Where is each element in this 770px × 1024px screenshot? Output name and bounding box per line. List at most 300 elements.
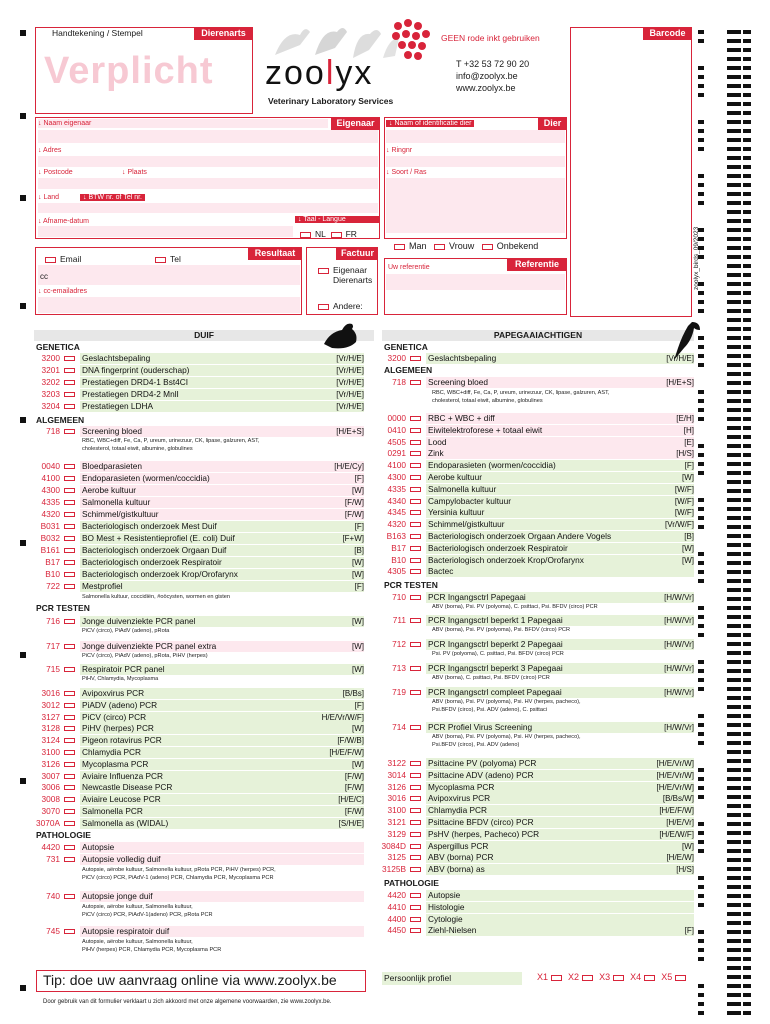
barcode-bar — [743, 795, 751, 799]
test-name: Schimmel/gistkultuur — [82, 509, 159, 519]
barcode-bar — [743, 741, 751, 745]
test-checkbox[interactable] — [64, 560, 75, 565]
test-row[interactable] — [34, 426, 364, 437]
test-checkbox[interactable] — [64, 644, 75, 649]
barcode-bar — [727, 912, 741, 916]
test-row[interactable] — [34, 365, 364, 376]
test-checkbox[interactable] — [410, 867, 421, 872]
logo-dots-icon — [390, 18, 434, 62]
barcode-bar — [743, 363, 751, 367]
test-row[interactable] — [34, 616, 364, 627]
barcode-bar — [727, 183, 741, 187]
barcode-bar — [727, 192, 741, 196]
test-row[interactable] — [34, 712, 364, 723]
barcode-bar — [743, 615, 751, 619]
barcode-bar — [727, 705, 741, 709]
barcode-bar — [743, 507, 751, 511]
test-row[interactable] — [34, 569, 364, 580]
test-code: 740 — [46, 891, 60, 901]
eigenaar-checkbox[interactable] — [318, 268, 329, 274]
test-checkbox[interactable] — [64, 356, 75, 361]
test-checkbox[interactable] — [64, 894, 75, 899]
test-checkbox[interactable] — [410, 820, 421, 825]
sample-type: [B/Bs] — [342, 689, 364, 698]
tel-checkbox[interactable] — [155, 257, 166, 263]
test-code: 3008 — [41, 794, 60, 805]
test-row[interactable] — [34, 735, 364, 746]
test-row[interactable] — [34, 533, 364, 544]
test-checkbox[interactable] — [410, 928, 421, 933]
barcode-bar — [698, 408, 704, 412]
barcode-bar — [743, 354, 751, 358]
sample-type: [H/E/Vr/W] — [656, 770, 694, 780]
test-row[interactable] — [34, 557, 364, 568]
man-checkbox[interactable] — [394, 244, 405, 250]
test-row[interactable] — [380, 864, 694, 875]
test-checkbox[interactable] — [410, 569, 421, 574]
test-row[interactable] — [380, 902, 694, 913]
section-heading: GENETICA — [384, 342, 428, 352]
cc-label: cc — [40, 272, 48, 281]
barcode-bar — [727, 723, 741, 727]
sample-type: [F] — [354, 474, 364, 483]
test-checkbox[interactable] — [64, 929, 75, 934]
test-checkbox[interactable] — [410, 796, 421, 801]
test-code: 3070 — [41, 806, 60, 816]
test-name: Salmonella as (WIDAL) — [82, 817, 169, 828]
test-row[interactable] — [380, 639, 694, 650]
barcode-bar — [727, 228, 741, 232]
barcode-bar — [727, 129, 741, 133]
test-row[interactable] — [380, 484, 694, 495]
barcode-bar — [727, 885, 741, 889]
barcode-bar — [727, 579, 741, 583]
test-row[interactable] — [34, 581, 364, 592]
barcode-bar — [743, 84, 751, 88]
barcode-bar — [743, 840, 751, 844]
reg-mark — [20, 540, 26, 546]
test-checkbox[interactable] — [64, 715, 75, 720]
test-name: PCR Ingangsctrl beperkt 2 Papegaai — [428, 639, 563, 649]
test-checkbox[interactable] — [410, 475, 421, 480]
barcode-bar — [743, 282, 751, 286]
test-checkbox[interactable] — [64, 619, 75, 624]
test-row[interactable] — [380, 925, 694, 936]
invoice-tag: Factuur — [336, 247, 378, 260]
test-code: 4320 — [41, 509, 60, 519]
test-checkbox[interactable] — [410, 440, 421, 445]
barcode-bar — [698, 876, 704, 880]
barcode-bar — [698, 615, 704, 619]
barcode-bar — [727, 489, 741, 493]
test-row[interactable] — [34, 664, 364, 675]
website[interactable]: www.zoolyx.be — [456, 83, 516, 93]
section-heading: PCR TESTEN — [384, 580, 438, 590]
test-checkbox[interactable] — [64, 536, 75, 541]
barcode-bar — [743, 246, 751, 250]
test-row[interactable] — [380, 758, 694, 769]
test-row[interactable] — [34, 353, 364, 364]
test-checkbox[interactable] — [64, 750, 75, 755]
test-code: B161 — [40, 545, 60, 555]
barcode-bar — [698, 444, 704, 448]
test-checkbox[interactable] — [410, 356, 421, 361]
test-checkbox[interactable] — [64, 774, 75, 779]
test-row[interactable] — [380, 914, 694, 925]
barcode-bar — [698, 777, 704, 781]
reference-field[interactable] — [386, 274, 565, 290]
test-row[interactable] — [34, 521, 364, 532]
barcode-bar — [743, 408, 751, 412]
test-row[interactable] — [34, 842, 364, 853]
onbekend-checkbox[interactable] — [482, 244, 493, 250]
barcode-bar — [727, 147, 741, 151]
x2-checkbox[interactable] — [582, 975, 593, 981]
test-checkbox[interactable] — [64, 738, 75, 743]
test-checkbox[interactable] — [410, 808, 421, 813]
test-row[interactable] — [34, 389, 364, 400]
test-code: 0000 — [387, 413, 406, 423]
email[interactable]: info@zoolyx.be — [456, 71, 518, 81]
email-checkbox[interactable] — [45, 257, 56, 263]
test-row[interactable] — [34, 509, 364, 520]
country-vat-field[interactable] — [38, 203, 378, 213]
reg-mark — [20, 113, 26, 119]
test-row[interactable] — [34, 723, 364, 734]
test-row[interactable] — [380, 770, 694, 781]
vat-label: ↓ BTW nr. of Tel nr. — [80, 194, 145, 201]
test-checkbox[interactable] — [64, 429, 75, 434]
test-checkbox[interactable] — [64, 488, 75, 493]
test-row[interactable] — [34, 377, 364, 388]
barcode-bar — [743, 1011, 751, 1015]
test-checkbox[interactable] — [410, 428, 421, 433]
test-name: Avipoxvirus PCR — [428, 793, 491, 804]
test-code: B17 — [45, 557, 60, 567]
test-checkbox[interactable] — [64, 785, 75, 790]
test-checkbox[interactable] — [410, 534, 421, 539]
x5-checkbox[interactable] — [675, 975, 686, 981]
ring-field[interactable] — [386, 156, 565, 167]
test-row[interactable] — [380, 460, 694, 471]
test-row[interactable] — [34, 759, 364, 770]
test-name: Zink — [428, 448, 444, 459]
barcode-bar — [743, 318, 751, 322]
cc-email-field[interactable] — [38, 297, 300, 313]
reference-tag: Referentie — [507, 258, 567, 271]
test-detail: Psi. PV (polyoma), C. psittaci, Psi. BFDV (circo) PCR — [432, 651, 564, 657]
test-checkbox[interactable] — [64, 572, 75, 577]
test-row[interactable] — [380, 543, 694, 554]
test-row[interactable] — [380, 519, 694, 530]
test-checkbox[interactable] — [410, 416, 421, 421]
test-name: Ziehl-Nielsen — [428, 925, 477, 936]
test-row[interactable] — [34, 854, 364, 865]
test-name: Screening bloed — [82, 426, 142, 436]
x1-label: X1 — [537, 972, 549, 982]
test-checkbox[interactable] — [410, 487, 421, 492]
barcode-box[interactable] — [570, 27, 692, 317]
zoolyx-logo: zoolyx — [265, 54, 374, 92]
test-checkbox[interactable] — [410, 642, 421, 647]
test-checkbox[interactable] — [64, 857, 75, 862]
test-row[interactable] — [34, 641, 364, 652]
barcode-bar — [698, 885, 704, 889]
result-contact-field[interactable] — [38, 265, 300, 285]
test-row[interactable] — [34, 891, 364, 902]
test-row[interactable] — [34, 818, 364, 829]
test-checkbox[interactable] — [64, 476, 75, 481]
fr-checkbox[interactable] — [331, 232, 342, 238]
barcode-bar — [727, 471, 741, 475]
test-checkbox[interactable] — [410, 905, 421, 910]
test-checkbox[interactable] — [64, 703, 75, 708]
sample-type: [F] — [354, 522, 364, 531]
test-row[interactable] — [380, 496, 694, 507]
watermark: Verplicht — [44, 50, 214, 92]
test-code: 3204 — [41, 401, 60, 411]
barcode-bar — [727, 759, 741, 763]
test-checkbox[interactable] — [64, 548, 75, 553]
barcode-bar — [743, 669, 751, 673]
barcode-bar — [727, 975, 741, 979]
test-checkbox[interactable] — [410, 522, 421, 527]
test-row[interactable] — [34, 401, 364, 412]
test-checkbox[interactable] — [64, 667, 75, 672]
test-row[interactable] — [380, 615, 694, 626]
barcode-bar — [743, 687, 751, 691]
x3-checkbox[interactable] — [613, 975, 624, 981]
test-row[interactable] — [380, 805, 694, 816]
barcode-bar — [727, 588, 741, 592]
test-checkbox[interactable] — [410, 917, 421, 922]
test-detail: ABV (borna), Psi. PV (polyoma), C. psittaci, Psi. BFDV (circo) PCR — [432, 604, 598, 610]
test-row[interactable] — [34, 700, 364, 711]
test-checkbox[interactable] — [64, 797, 75, 802]
barcode-bar — [727, 606, 741, 610]
sample-type: [F] — [354, 582, 364, 591]
test-row[interactable] — [380, 592, 694, 603]
test-checkbox[interactable] — [64, 512, 75, 517]
barcode-bar — [743, 444, 751, 448]
test-row[interactable] — [34, 545, 364, 556]
legal-note: Door gebruik van dit formulier verklaart u zich akkoord met onze algemene voorwaarden, zie www.zoolyx.be. — [43, 999, 332, 1005]
test-checkbox[interactable] — [410, 832, 421, 837]
test-checkbox[interactable] — [64, 380, 75, 385]
barcode-bar — [743, 381, 751, 385]
reg-mark — [20, 195, 26, 201]
barcode-bar — [743, 111, 751, 115]
test-code: 3125 — [387, 852, 406, 863]
nl-checkbox[interactable] — [300, 232, 311, 238]
test-row[interactable] — [34, 485, 364, 496]
test-checkbox[interactable] — [64, 524, 75, 529]
test-row[interactable] — [380, 782, 694, 793]
test-checkbox[interactable] — [64, 392, 75, 397]
test-checkbox[interactable] — [410, 855, 421, 860]
test-checkbox[interactable] — [410, 773, 421, 778]
barcode-bar — [727, 786, 741, 790]
barcode-bar — [698, 741, 704, 745]
tip-text[interactable]: Tip: doe uw aanvraag online via www.zoolyx.be — [43, 972, 337, 988]
owner-name-field[interactable] — [38, 130, 378, 143]
test-checkbox[interactable] — [64, 584, 75, 589]
barcode-bar — [743, 489, 751, 493]
test-name: Cytologie — [428, 913, 463, 924]
animal-id-field[interactable] — [386, 130, 565, 143]
test-row[interactable] — [380, 722, 694, 733]
test-checkbox[interactable] — [410, 558, 421, 563]
test-checkbox[interactable] — [410, 844, 421, 849]
test-row[interactable] — [380, 377, 694, 388]
test-checkbox[interactable] — [410, 725, 421, 730]
section-heading: ALGEMEEN — [36, 415, 85, 425]
date-field[interactable] — [38, 226, 293, 237]
test-checkbox[interactable] — [64, 809, 75, 814]
sample-type: [H/E/Vr/W] — [656, 782, 694, 792]
test-name: Prestatiegen LDHA — [82, 401, 154, 411]
lang-options — [300, 229, 357, 239]
test-row[interactable] — [34, 806, 364, 817]
test-checkbox[interactable] — [64, 368, 75, 373]
sample-type: [Vr/W/F] — [664, 520, 694, 530]
barcode-bar — [727, 714, 741, 718]
barcode-bar — [743, 210, 751, 214]
sample-type: [F/W] — [344, 771, 364, 781]
test-checkbox[interactable] — [64, 404, 75, 409]
test-checkbox[interactable] — [410, 380, 421, 385]
test-row[interactable] — [380, 687, 694, 698]
test-row[interactable] — [34, 747, 364, 758]
test-code: 713 — [392, 663, 406, 673]
test-checkbox[interactable] — [410, 618, 421, 623]
vrouw-checkbox[interactable] — [434, 244, 445, 250]
x3-label: X3 — [599, 972, 611, 982]
test-checkbox[interactable] — [64, 821, 75, 826]
sample-type: [H/E/Cy] — [334, 462, 364, 471]
test-row[interactable] — [380, 472, 694, 483]
test-checkbox[interactable] — [64, 500, 75, 505]
sample-type: [W] — [352, 617, 364, 626]
test-detail: ABV (borna), C. psittaci, Psi. BFDV (circo) PCR — [432, 675, 550, 681]
barcode-bar — [727, 300, 741, 304]
email-option — [45, 254, 81, 264]
test-row[interactable] — [34, 794, 364, 805]
sample-type: [F+W] — [342, 534, 364, 543]
test-row[interactable] — [380, 353, 694, 364]
test-checkbox[interactable] — [410, 463, 421, 468]
test-row[interactable] — [380, 829, 694, 840]
barcode-bar — [698, 939, 704, 943]
test-row[interactable] — [380, 425, 694, 436]
barcode-bar — [743, 345, 751, 349]
barcode-bar — [727, 39, 741, 43]
test-code: B10 — [391, 554, 406, 565]
duif-title: DUIF — [34, 330, 374, 341]
test-row[interactable] — [380, 841, 694, 852]
test-row[interactable] — [34, 497, 364, 508]
test-row[interactable] — [380, 852, 694, 863]
test-row[interactable] — [380, 507, 694, 518]
sample-type: [F/W/B] — [337, 736, 364, 746]
test-checkbox[interactable] — [410, 546, 421, 551]
address-field[interactable] — [38, 156, 378, 167]
test-detail: Autopsie, aërobe kultuur, Salmonella kultuur, pRota PCR, PiHV (herpes) PCR, — [82, 867, 276, 873]
barcode-bar — [727, 111, 741, 115]
test-checkbox[interactable] — [410, 893, 421, 898]
test-code: 0040 — [41, 461, 60, 471]
test-row[interactable] — [34, 926, 364, 937]
barcode-bar — [698, 1002, 704, 1006]
test-checkbox[interactable] — [64, 762, 75, 767]
test-code: 3200 — [41, 353, 60, 363]
x4-checkbox[interactable] — [644, 975, 655, 981]
test-row[interactable] — [380, 413, 694, 424]
species-field[interactable] — [386, 178, 565, 233]
test-name: Salmonella kultuur — [428, 483, 497, 494]
test-checkbox[interactable] — [410, 785, 421, 790]
test-name: Prestatiegen DRD4-2 MnlI — [82, 389, 179, 399]
test-checkbox[interactable] — [64, 691, 75, 696]
test-checkbox[interactable] — [64, 464, 75, 469]
test-row[interactable] — [34, 688, 364, 699]
test-checkbox[interactable] — [410, 761, 421, 766]
test-row[interactable] — [34, 782, 364, 793]
barcode-bar — [698, 570, 704, 574]
test-checkbox[interactable] — [410, 690, 421, 695]
barcode-bar — [698, 606, 704, 610]
test-code: 722 — [46, 581, 60, 591]
test-checkbox[interactable] — [410, 666, 421, 671]
test-row[interactable] — [380, 663, 694, 674]
test-name: Autopsie volledig duif — [82, 854, 161, 864]
x1-checkbox[interactable] — [551, 975, 562, 981]
test-row[interactable] — [380, 817, 694, 828]
test-row[interactable] — [380, 890, 694, 901]
barcode-bar — [743, 633, 751, 637]
test-row[interactable] — [380, 566, 694, 577]
barcode-bar — [698, 453, 704, 457]
sample-type: [W] — [352, 642, 364, 651]
test-row[interactable] — [380, 793, 694, 804]
test-checkbox[interactable] — [410, 451, 421, 456]
test-checkbox[interactable] — [410, 595, 421, 600]
barcode-bar — [727, 957, 741, 961]
test-row[interactable] — [34, 461, 364, 472]
test-row[interactable] — [380, 555, 694, 566]
barcode-bar — [698, 948, 704, 952]
test-row[interactable] — [34, 771, 364, 782]
test-code: 3126 — [41, 758, 60, 769]
test-row[interactable] — [380, 437, 694, 448]
test-row[interactable] — [380, 531, 694, 542]
andere-checkbox[interactable] — [318, 304, 329, 310]
barcode-bar — [727, 795, 741, 799]
test-row[interactable] — [380, 448, 694, 459]
test-checkbox[interactable] — [64, 726, 75, 731]
test-row[interactable] — [34, 473, 364, 484]
barcode-bar — [727, 264, 741, 268]
barcode-bar — [727, 525, 741, 529]
test-checkbox[interactable] — [410, 510, 421, 515]
test-checkbox[interactable] — [410, 499, 421, 504]
barcode-bar — [743, 993, 751, 997]
profile-multipliers — [537, 972, 690, 982]
sample-type: [S/H/E] — [338, 818, 364, 828]
result-tag: Resultaat — [248, 247, 302, 260]
postcode-place-field[interactable] — [38, 178, 378, 189]
test-checkbox[interactable] — [64, 845, 75, 850]
